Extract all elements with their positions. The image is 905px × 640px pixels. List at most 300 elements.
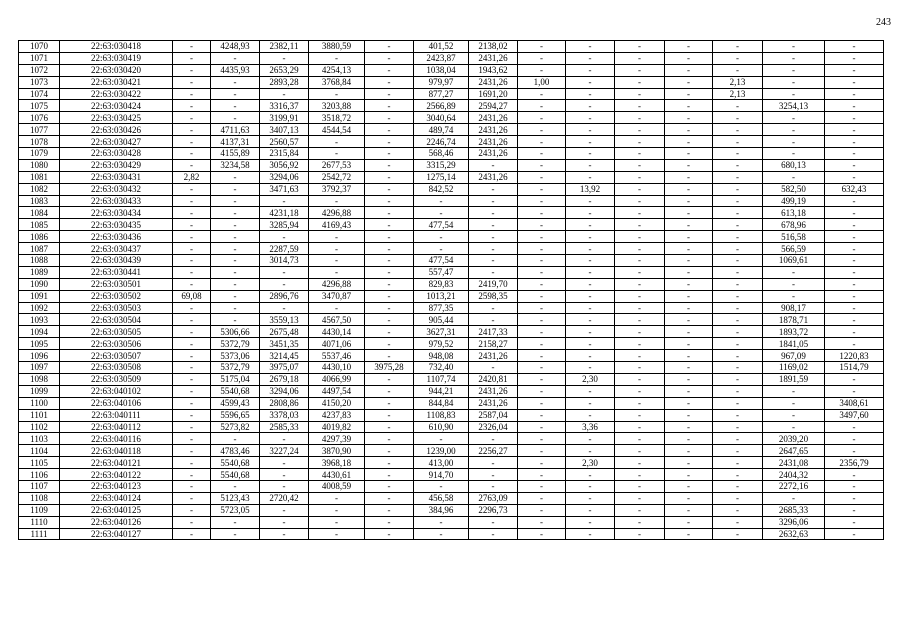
value-cell: - — [518, 195, 566, 207]
value-cell: 4497,54 — [309, 385, 365, 397]
value-cell: 2677,53 — [309, 159, 365, 171]
value-cell: - — [713, 373, 763, 385]
value-cell: - — [518, 52, 566, 64]
cadastral-number-cell: 22:63:030441 — [60, 266, 173, 278]
value-cell: - — [566, 409, 615, 421]
value-cell: - — [260, 195, 309, 207]
cadastral-number-cell: 22:63:030432 — [60, 183, 173, 195]
value-cell: 69,08 — [173, 290, 211, 302]
value-cell: - — [615, 266, 665, 278]
value-cell: - — [518, 290, 566, 302]
value-cell: - — [825, 314, 884, 326]
cadastral-number-cell: 22:63:040118 — [60, 445, 173, 457]
value-cell: - — [825, 243, 884, 255]
row-number-cell: 1071 — [19, 52, 60, 64]
value-cell: 2560,57 — [260, 136, 309, 148]
value-cell: 1038,04 — [414, 64, 469, 76]
value-cell: 4435,93 — [211, 64, 260, 76]
value-cell: - — [365, 266, 414, 278]
value-cell: - — [825, 469, 884, 481]
value-cell: - — [566, 88, 615, 100]
value-cell: - — [260, 278, 309, 290]
value-cell: - — [173, 41, 211, 53]
value-cell: 4150,20 — [309, 397, 365, 409]
value-cell: - — [365, 243, 414, 255]
value-cell: - — [211, 112, 260, 124]
value-cell: - — [173, 76, 211, 88]
value-cell: - — [566, 528, 615, 540]
value-cell: - — [173, 148, 211, 160]
cadastral-number-cell: 22:63:030429 — [60, 159, 173, 171]
value-cell: - — [365, 290, 414, 302]
value-cell: - — [173, 373, 211, 385]
page-number: 243 — [876, 17, 891, 28]
row-number-cell: 1082 — [19, 183, 60, 195]
row-number-cell: 1088 — [19, 255, 60, 267]
value-cell: 2431,26 — [469, 136, 518, 148]
cadastral-number-cell: 22:63:030506 — [60, 338, 173, 350]
value-cell: - — [763, 76, 825, 88]
value-cell: 5723,05 — [211, 504, 260, 516]
value-cell: - — [566, 492, 615, 504]
row-number-cell: 1083 — [19, 195, 60, 207]
value-cell: - — [825, 100, 884, 112]
value-cell: - — [309, 231, 365, 243]
value-cell: - — [566, 338, 615, 350]
value-cell: - — [365, 41, 414, 53]
value-cell: - — [518, 266, 566, 278]
value-cell: 908,17 — [763, 302, 825, 314]
value-cell: - — [365, 397, 414, 409]
value-cell: 566,59 — [763, 243, 825, 255]
table-row — [19, 421, 884, 433]
value-cell: 2431,26 — [469, 385, 518, 397]
value-cell: - — [566, 302, 615, 314]
table-row — [19, 255, 884, 267]
value-cell: - — [713, 338, 763, 350]
value-cell: 2,13 — [713, 88, 763, 100]
value-cell: 2685,33 — [763, 504, 825, 516]
cadastral-number-cell: 22:63:030418 — [60, 41, 173, 53]
value-cell: 3040,64 — [414, 112, 469, 124]
value-cell: 3975,07 — [260, 362, 309, 374]
value-cell: 3203,88 — [309, 100, 365, 112]
value-cell: - — [469, 243, 518, 255]
value-cell: 499,19 — [763, 195, 825, 207]
value-cell: 3768,84 — [309, 76, 365, 88]
value-cell: - — [825, 504, 884, 516]
value-cell: - — [713, 64, 763, 76]
value-cell: - — [365, 492, 414, 504]
value-cell: - — [665, 421, 713, 433]
value-cell: 2,82 — [173, 171, 211, 183]
value-cell: - — [518, 278, 566, 290]
row-number-cell: 1087 — [19, 243, 60, 255]
value-cell: - — [469, 219, 518, 231]
value-cell: - — [566, 350, 615, 362]
value-cell: - — [518, 385, 566, 397]
value-cell: 2542,72 — [309, 171, 365, 183]
value-cell: - — [763, 171, 825, 183]
value-cell: - — [713, 207, 763, 219]
value-cell: - — [173, 397, 211, 409]
value-cell: - — [763, 409, 825, 421]
value-cell: - — [665, 171, 713, 183]
value-cell: 2272,16 — [763, 480, 825, 492]
table-body — [19, 41, 884, 540]
value-cell: - — [713, 243, 763, 255]
value-cell: - — [665, 231, 713, 243]
value-cell: - — [713, 148, 763, 160]
value-cell: - — [365, 183, 414, 195]
table-row — [19, 504, 884, 516]
value-cell: - — [665, 41, 713, 53]
value-cell: - — [365, 480, 414, 492]
value-cell: - — [615, 516, 665, 528]
value-cell: - — [665, 338, 713, 350]
value-cell: 2594,27 — [469, 100, 518, 112]
value-cell: - — [173, 314, 211, 326]
value-cell: - — [665, 302, 713, 314]
value-cell: - — [763, 492, 825, 504]
value-cell: - — [615, 433, 665, 445]
value-cell: - — [518, 207, 566, 219]
value-cell: 2720,42 — [260, 492, 309, 504]
value-cell: - — [211, 314, 260, 326]
value-cell: - — [665, 362, 713, 374]
value-cell: 3627,31 — [414, 326, 469, 338]
value-cell: 732,40 — [414, 362, 469, 374]
table-row — [19, 41, 884, 53]
value-cell: 1107,74 — [414, 373, 469, 385]
cadastral-number-cell: 22:63:030504 — [60, 314, 173, 326]
value-cell: - — [566, 52, 615, 64]
value-cell: - — [173, 469, 211, 481]
value-cell: - — [713, 302, 763, 314]
value-cell: - — [469, 255, 518, 267]
value-cell: - — [365, 278, 414, 290]
value-cell: - — [211, 231, 260, 243]
value-cell: - — [518, 148, 566, 160]
value-cell: 3470,87 — [309, 290, 365, 302]
value-cell: 905,44 — [414, 314, 469, 326]
value-cell: - — [713, 469, 763, 481]
value-cell: - — [825, 373, 884, 385]
value-cell: 2,30 — [566, 457, 615, 469]
value-cell: - — [260, 302, 309, 314]
value-cell: - — [615, 195, 665, 207]
value-cell: 4137,31 — [211, 136, 260, 148]
value-cell: - — [713, 219, 763, 231]
value-cell: 2431,26 — [469, 52, 518, 64]
value-cell: - — [825, 290, 884, 302]
value-cell: - — [260, 457, 309, 469]
value-cell: - — [713, 278, 763, 290]
cadastral-number-cell: 22:63:030507 — [60, 350, 173, 362]
value-cell: - — [173, 278, 211, 290]
value-cell: 489,74 — [414, 124, 469, 136]
value-cell: - — [615, 338, 665, 350]
value-cell: - — [365, 112, 414, 124]
value-cell: - — [825, 112, 884, 124]
value-cell: 2158,27 — [469, 338, 518, 350]
value-cell: - — [665, 314, 713, 326]
value-cell: - — [825, 528, 884, 540]
table-row — [19, 528, 884, 540]
value-cell: - — [309, 255, 365, 267]
value-cell: - — [566, 231, 615, 243]
value-cell: 477,54 — [414, 255, 469, 267]
value-cell: - — [825, 492, 884, 504]
value-cell: - — [665, 124, 713, 136]
cadastral-number-cell: 22:63:030437 — [60, 243, 173, 255]
value-cell: - — [365, 255, 414, 267]
value-cell: - — [615, 219, 665, 231]
table-row — [19, 100, 884, 112]
value-cell: 3497,60 — [825, 409, 884, 421]
value-cell: - — [665, 76, 713, 88]
value-cell: - — [414, 207, 469, 219]
value-cell: - — [365, 159, 414, 171]
value-cell: - — [309, 148, 365, 160]
value-cell: 13,92 — [566, 183, 615, 195]
value-cell: - — [518, 112, 566, 124]
value-cell: - — [173, 302, 211, 314]
row-number-cell: 1074 — [19, 88, 60, 100]
value-cell: 2315,84 — [260, 148, 309, 160]
table-row — [19, 492, 884, 504]
value-cell: - — [713, 362, 763, 374]
value-cell: 3234,58 — [211, 159, 260, 171]
value-cell: - — [518, 492, 566, 504]
cadastral-number-cell: 22:63:030501 — [60, 278, 173, 290]
cadastral-number-cell: 22:63:030505 — [60, 326, 173, 338]
value-cell: 2585,33 — [260, 421, 309, 433]
value-cell: 1943,62 — [469, 64, 518, 76]
value-cell: - — [469, 362, 518, 374]
value-cell: - — [566, 445, 615, 457]
value-cell: - — [173, 492, 211, 504]
value-cell: 967,09 — [763, 350, 825, 362]
cadastral-number-cell: 22:63:040116 — [60, 433, 173, 445]
value-cell: 413,00 — [414, 457, 469, 469]
value-cell: - — [260, 480, 309, 492]
value-cell: - — [665, 469, 713, 481]
value-cell: - — [825, 421, 884, 433]
value-cell: - — [414, 433, 469, 445]
value-cell: 1275,14 — [414, 171, 469, 183]
value-cell: 3451,35 — [260, 338, 309, 350]
row-number-cell: 1098 — [19, 373, 60, 385]
value-cell: - — [469, 231, 518, 243]
value-cell: - — [211, 243, 260, 255]
value-cell: - — [173, 219, 211, 231]
value-cell: - — [615, 207, 665, 219]
value-cell: - — [211, 480, 260, 492]
value-cell: - — [469, 195, 518, 207]
value-cell: - — [615, 362, 665, 374]
value-cell: - — [211, 88, 260, 100]
value-cell: 5540,68 — [211, 469, 260, 481]
value-cell: - — [469, 433, 518, 445]
value-cell: - — [566, 112, 615, 124]
value-cell: - — [713, 136, 763, 148]
value-cell: 2587,04 — [469, 409, 518, 421]
value-cell: - — [173, 112, 211, 124]
value-cell: 1108,83 — [414, 409, 469, 421]
value-cell: - — [566, 207, 615, 219]
table-row — [19, 207, 884, 219]
value-cell: - — [566, 326, 615, 338]
value-cell: - — [713, 266, 763, 278]
value-cell: - — [211, 76, 260, 88]
value-cell: - — [365, 136, 414, 148]
table-row — [19, 480, 884, 492]
value-cell: - — [173, 255, 211, 267]
value-cell: - — [566, 148, 615, 160]
value-cell: - — [615, 159, 665, 171]
value-cell: - — [665, 373, 713, 385]
value-cell: - — [713, 326, 763, 338]
value-cell: - — [365, 76, 414, 88]
value-cell: 844,84 — [414, 397, 469, 409]
value-cell: - — [713, 445, 763, 457]
table-row — [19, 195, 884, 207]
cadastral-number-cell: 22:63:030424 — [60, 100, 173, 112]
value-cell: - — [615, 469, 665, 481]
value-cell: 678,96 — [763, 219, 825, 231]
value-cell: - — [518, 171, 566, 183]
value-cell: 384,96 — [414, 504, 469, 516]
table-row — [19, 52, 884, 64]
value-cell: - — [665, 290, 713, 302]
value-cell: - — [566, 469, 615, 481]
value-cell: - — [566, 290, 615, 302]
value-cell: - — [665, 266, 713, 278]
value-cell: 3056,92 — [260, 159, 309, 171]
value-cell: - — [665, 219, 713, 231]
value-cell: - — [615, 409, 665, 421]
cadastral-number-cell: 22:63:030422 — [60, 88, 173, 100]
value-cell: - — [211, 266, 260, 278]
value-cell: - — [665, 159, 713, 171]
cadastral-number-cell: 22:63:030431 — [60, 171, 173, 183]
value-cell: - — [615, 421, 665, 433]
value-cell: 2404,32 — [763, 469, 825, 481]
value-cell: - — [825, 159, 884, 171]
value-cell: - — [665, 504, 713, 516]
value-cell: - — [260, 469, 309, 481]
value-cell: - — [469, 314, 518, 326]
value-cell: - — [713, 112, 763, 124]
value-cell: 3294,06 — [260, 385, 309, 397]
value-cell: 979,52 — [414, 338, 469, 350]
value-cell: - — [713, 255, 763, 267]
value-cell: 4599,43 — [211, 397, 260, 409]
row-number-cell: 1101 — [19, 409, 60, 421]
value-cell: 1220,83 — [825, 350, 884, 362]
value-cell: - — [615, 41, 665, 53]
value-cell: - — [713, 195, 763, 207]
table-row — [19, 171, 884, 183]
row-number-cell: 1076 — [19, 112, 60, 124]
value-cell: - — [260, 88, 309, 100]
value-cell: 2246,74 — [414, 136, 469, 148]
value-cell: 4231,18 — [260, 207, 309, 219]
value-cell: - — [173, 231, 211, 243]
value-cell: - — [173, 362, 211, 374]
value-cell: - — [615, 52, 665, 64]
value-cell: - — [365, 52, 414, 64]
value-cell: 3294,06 — [260, 171, 309, 183]
value-cell: 2896,76 — [260, 290, 309, 302]
value-cell: - — [309, 243, 365, 255]
value-cell: 4296,88 — [309, 278, 365, 290]
value-cell: 5540,68 — [211, 385, 260, 397]
value-cell: - — [615, 492, 665, 504]
row-number-cell: 1092 — [19, 302, 60, 314]
table-row — [19, 314, 884, 326]
table-row — [19, 433, 884, 445]
value-cell: - — [825, 207, 884, 219]
value-cell: - — [211, 516, 260, 528]
value-cell: - — [309, 492, 365, 504]
value-cell: - — [365, 445, 414, 457]
cadastral-number-cell: 22:63:030419 — [60, 52, 173, 64]
value-cell: 5306,66 — [211, 326, 260, 338]
value-cell: 829,83 — [414, 278, 469, 290]
value-cell: - — [713, 457, 763, 469]
value-cell: 2417,33 — [469, 326, 518, 338]
table-row — [19, 88, 884, 100]
value-cell: - — [173, 207, 211, 219]
value-cell: 914,70 — [414, 469, 469, 481]
value-cell: - — [211, 433, 260, 445]
value-cell: - — [365, 124, 414, 136]
value-cell: 4783,46 — [211, 445, 260, 457]
value-cell: - — [173, 433, 211, 445]
value-cell: - — [825, 41, 884, 53]
value-cell: - — [518, 480, 566, 492]
cadastral-number-cell: 22:63:030508 — [60, 362, 173, 374]
value-cell: - — [414, 195, 469, 207]
value-cell: - — [615, 504, 665, 516]
value-cell: - — [566, 219, 615, 231]
value-cell: - — [665, 409, 713, 421]
value-cell: - — [518, 469, 566, 481]
value-cell: 4430,61 — [309, 469, 365, 481]
value-cell: - — [518, 243, 566, 255]
table-row — [19, 278, 884, 290]
value-cell: - — [825, 445, 884, 457]
table-row — [19, 362, 884, 374]
value-cell: - — [309, 88, 365, 100]
value-cell: - — [365, 231, 414, 243]
value-cell: 1,00 — [518, 76, 566, 88]
value-cell: - — [665, 385, 713, 397]
value-cell: 3285,94 — [260, 219, 309, 231]
value-cell: - — [469, 528, 518, 540]
value-cell: 4297,39 — [309, 433, 365, 445]
row-number-cell: 1104 — [19, 445, 60, 457]
value-cell: - — [665, 195, 713, 207]
table-row — [19, 290, 884, 302]
value-cell: 1891,59 — [763, 373, 825, 385]
row-number-cell: 1100 — [19, 397, 60, 409]
value-cell: - — [825, 433, 884, 445]
value-cell: - — [365, 457, 414, 469]
cadastral-number-cell: 22:63:040125 — [60, 504, 173, 516]
